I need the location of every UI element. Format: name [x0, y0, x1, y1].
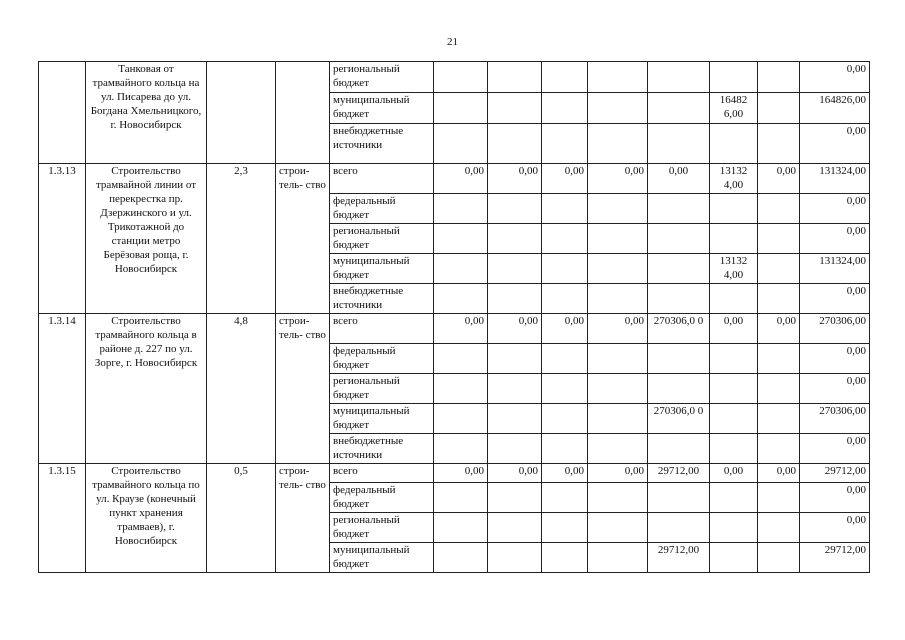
funding-source-cell: всего	[330, 164, 434, 194]
value-cell: 0,00	[758, 314, 800, 344]
value-cell	[434, 374, 488, 404]
value-cell	[588, 404, 648, 434]
value-cell	[710, 434, 758, 464]
value-cell	[488, 62, 542, 93]
funding-source-cell: региональный бюджет	[330, 62, 434, 93]
funding-source-cell: региональный бюджет	[330, 374, 434, 404]
value-cell	[434, 483, 488, 513]
total-cell: 0,00	[800, 483, 870, 513]
row-number-cell: 1.3.15	[39, 464, 86, 573]
value-cell	[542, 344, 588, 374]
value-cell	[434, 254, 488, 284]
value-cell	[488, 254, 542, 284]
funding-source-cell: федеральный бюджет	[330, 194, 434, 224]
value-cell	[588, 194, 648, 224]
total-cell: 0,00	[800, 513, 870, 543]
value-cell	[648, 62, 710, 93]
value-cell	[648, 254, 710, 284]
value-cell	[710, 404, 758, 434]
total-cell: 164826,00	[800, 93, 870, 124]
value-cell	[648, 93, 710, 124]
funding-source-cell: внебюджетные источники	[330, 434, 434, 464]
value-cell	[758, 194, 800, 224]
value-cell	[542, 374, 588, 404]
value-cell	[542, 404, 588, 434]
value-cell	[588, 93, 648, 124]
value-cell	[588, 224, 648, 254]
value-cell	[542, 93, 588, 124]
total-cell: 0,00	[800, 344, 870, 374]
value-cell: 0,00	[588, 314, 648, 344]
value-cell	[488, 124, 542, 164]
value-cell	[758, 124, 800, 164]
total-cell: 0,00	[800, 434, 870, 464]
value-cell: 0,00	[758, 464, 800, 483]
table-row	[39, 164, 870, 194]
total-cell: 131324,00	[800, 164, 870, 194]
value-cell: 0,00	[434, 314, 488, 344]
value-cell	[710, 224, 758, 254]
value-cell	[648, 224, 710, 254]
value-cell	[434, 344, 488, 374]
value-cell	[488, 374, 542, 404]
total-cell: 270306,00	[800, 314, 870, 344]
row-number-cell	[39, 62, 86, 164]
value-cell	[588, 344, 648, 374]
work-type-cell: строи- тель- ство	[276, 464, 330, 573]
value-cell	[648, 374, 710, 404]
length-cell	[207, 62, 276, 164]
value-cell	[488, 434, 542, 464]
value-cell	[542, 194, 588, 224]
value-cell	[648, 513, 710, 543]
page-number: 21	[447, 36, 458, 48]
value-cell	[434, 284, 488, 314]
value-cell: 0,00	[588, 164, 648, 194]
value-cell	[758, 254, 800, 284]
table-row	[39, 62, 870, 93]
value-cell: 0,00	[488, 314, 542, 344]
value-cell	[588, 62, 648, 93]
value-cell: 0,00	[648, 164, 710, 194]
work-type-cell: строи- тель- ство	[276, 314, 330, 464]
value-cell	[588, 254, 648, 284]
value-cell	[758, 434, 800, 464]
value-cell	[648, 344, 710, 374]
value-cell	[588, 124, 648, 164]
value-cell	[488, 224, 542, 254]
value-cell: 16482 6,00	[710, 93, 758, 124]
value-cell	[758, 224, 800, 254]
table-row	[39, 464, 870, 483]
value-cell	[648, 483, 710, 513]
value-cell	[488, 194, 542, 224]
value-cell	[434, 124, 488, 164]
object-name-cell: Строительство трамвайного кольца по ул. Краузе (конечный пункт хранения трамваев), г. Новосибирск	[86, 464, 207, 573]
value-cell	[488, 404, 542, 434]
value-cell	[488, 543, 542, 573]
funding-source-cell: муниципальный бюджет	[330, 543, 434, 573]
value-cell: 0,00	[488, 464, 542, 483]
total-cell: 0,00	[800, 124, 870, 164]
value-cell	[758, 374, 800, 404]
value-cell: 0,00	[542, 164, 588, 194]
value-cell	[758, 543, 800, 573]
total-cell: 0,00	[800, 284, 870, 314]
value-cell: 13132 4,00	[710, 164, 758, 194]
value-cell	[710, 374, 758, 404]
funding-source-cell: всего	[330, 464, 434, 483]
value-cell: 29712,00	[648, 464, 710, 483]
value-cell: 0,00	[542, 464, 588, 483]
value-cell: 13132 4,00	[710, 254, 758, 284]
total-cell: 29712,00	[800, 543, 870, 573]
value-cell	[488, 483, 542, 513]
value-cell	[588, 543, 648, 573]
value-cell	[488, 93, 542, 124]
value-cell: 0,00	[710, 464, 758, 483]
value-cell	[588, 434, 648, 464]
value-cell	[588, 374, 648, 404]
value-cell	[758, 284, 800, 314]
value-cell	[434, 224, 488, 254]
object-name-cell: Танковая от трамвайного кольца на ул. Писарева до ул. Богдана Хмельницкого, г. Новосибирск	[86, 62, 207, 164]
value-cell	[488, 284, 542, 314]
value-cell	[710, 483, 758, 513]
funding-source-cell: всего	[330, 314, 434, 344]
value-cell	[542, 62, 588, 93]
work-type-cell: строи- тель- ство	[276, 164, 330, 314]
value-cell	[758, 93, 800, 124]
value-cell	[434, 404, 488, 434]
value-cell	[542, 254, 588, 284]
value-cell	[434, 434, 488, 464]
object-name-cell: Строительство трамвайной линии от перекрестка пр. Дзержинского и ул. Трикотажной до станции метро Берёзовая роща, г. Новосибирск	[86, 164, 207, 314]
value-cell	[542, 434, 588, 464]
value-cell	[542, 543, 588, 573]
table-row	[39, 314, 870, 344]
value-cell	[758, 483, 800, 513]
length-cell: 0,5	[207, 464, 276, 573]
value-cell	[758, 62, 800, 93]
value-cell: 0,00	[434, 164, 488, 194]
funding-source-cell: муниципальный бюджет	[330, 254, 434, 284]
value-cell	[488, 513, 542, 543]
value-cell: 29712,00	[648, 543, 710, 573]
length-cell: 4,8	[207, 314, 276, 464]
funding-source-cell: региональный бюджет	[330, 513, 434, 543]
value-cell	[758, 344, 800, 374]
total-cell: 0,00	[800, 374, 870, 404]
value-cell	[542, 483, 588, 513]
value-cell	[710, 513, 758, 543]
value-cell	[710, 62, 758, 93]
value-cell	[488, 344, 542, 374]
value-cell: 0,00	[488, 164, 542, 194]
value-cell	[648, 284, 710, 314]
funding-source-cell: внебюджетные источники	[330, 124, 434, 164]
funding-source-cell: региональный бюджет	[330, 224, 434, 254]
funding-source-cell: муниципальный бюджет	[330, 93, 434, 124]
total-cell: 0,00	[800, 62, 870, 93]
value-cell	[434, 543, 488, 573]
total-cell: 0,00	[800, 224, 870, 254]
value-cell	[588, 483, 648, 513]
value-cell	[434, 513, 488, 543]
funding-source-cell: федеральный бюджет	[330, 344, 434, 374]
value-cell	[710, 124, 758, 164]
work-type-cell	[276, 62, 330, 164]
object-name-cell: Строительство трамвайного кольца в районе д. 227 по ул. Зорге, г. Новосибирск	[86, 314, 207, 464]
value-cell	[542, 124, 588, 164]
value-cell: 0,00	[710, 314, 758, 344]
value-cell	[710, 194, 758, 224]
funding-source-cell: муниципальный бюджет	[330, 404, 434, 434]
row-number-cell: 1.3.14	[39, 314, 86, 464]
value-cell	[542, 513, 588, 543]
funding-source-cell: федеральный бюджет	[330, 483, 434, 513]
length-cell: 2,3	[207, 164, 276, 314]
value-cell	[710, 344, 758, 374]
value-cell	[758, 404, 800, 434]
total-cell: 131324,00	[800, 254, 870, 284]
value-cell	[648, 194, 710, 224]
value-cell	[758, 513, 800, 543]
value-cell: 0,00	[434, 464, 488, 483]
value-cell	[434, 93, 488, 124]
total-cell: 0,00	[800, 194, 870, 224]
budget-table	[38, 61, 870, 573]
value-cell	[588, 513, 648, 543]
value-cell: 270306,0 0	[648, 404, 710, 434]
value-cell	[434, 62, 488, 93]
total-cell: 29712,00	[800, 464, 870, 483]
value-cell	[588, 284, 648, 314]
value-cell	[434, 194, 488, 224]
value-cell	[710, 543, 758, 573]
value-cell: 0,00	[542, 314, 588, 344]
value-cell: 0,00	[588, 464, 648, 483]
value-cell: 270306,0 0	[648, 314, 710, 344]
value-cell: 0,00	[758, 164, 800, 194]
total-cell: 270306,00	[800, 404, 870, 434]
row-number-cell: 1.3.13	[39, 164, 86, 314]
value-cell	[542, 284, 588, 314]
value-cell	[542, 224, 588, 254]
value-cell	[648, 124, 710, 164]
funding-source-cell: внебюджетные источники	[330, 284, 434, 314]
value-cell	[710, 284, 758, 314]
value-cell	[648, 434, 710, 464]
